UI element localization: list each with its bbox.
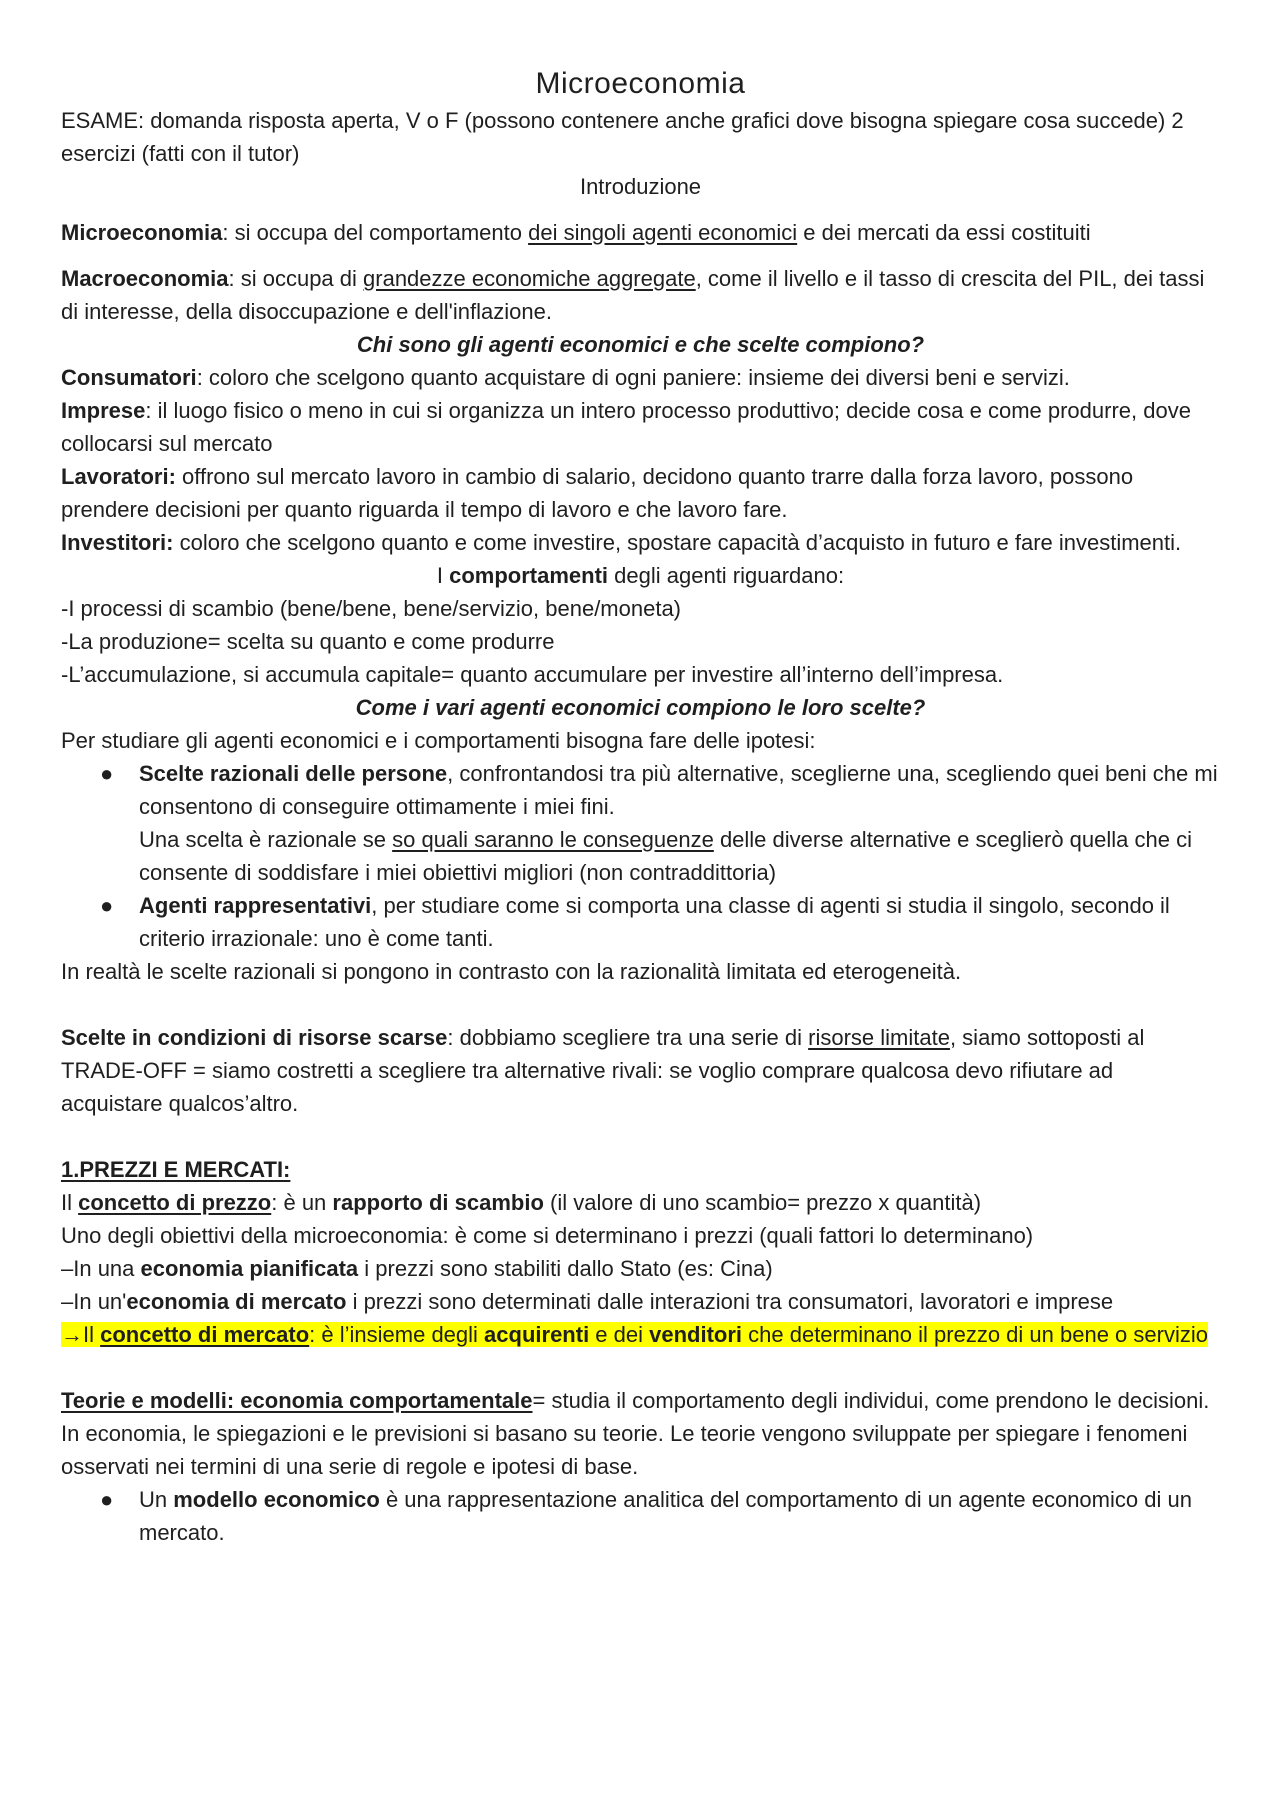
theory-list bbox=[61, 1483, 1220, 1549]
theory-paragraph: In economia, le spiegazioni e le previsioni si basano su teorie. Le teorie vengono sviluppate per spiegare i fenomeni osservati nei termini di una serie di regole e ipotesi di base. bbox=[61, 1421, 1188, 1479]
list-item: ● Agenti rappresentativi, per studiare come si comporta una classe di agenti si studia il singolo, secondo il criterio irrazionale: uno è come tanti. bbox=[139, 889, 1220, 955]
agent-imprese: Imprese: il luogo fisico o meno in cui si organizza un intero processo produttivo; decide cosa e come produrre, dove collocarsi sul mercato bbox=[61, 398, 1191, 456]
reality-note: In realtà le scelte razionali si pongono in contrasto con la razionalità limitata ed eterogeneità. bbox=[61, 959, 962, 984]
agents-heading: Chi sono gli agenti economici e che scelte compiono? bbox=[356, 332, 925, 357]
macro-term: Macroeconomia bbox=[61, 266, 229, 291]
micro-underlined: dei singoli agenti economici bbox=[528, 220, 798, 245]
hypotheses-list bbox=[61, 757, 1220, 955]
micro-term: Microeconomia bbox=[61, 220, 223, 245]
price-concept: Il concetto di prezzo: è un rapporto di scambio (il valore di uno scambio= prezzo x quantità) bbox=[61, 1190, 982, 1215]
page-title: Microeconomia bbox=[535, 67, 746, 100]
market-economy: –In un'economia di mercato i prezzi sono determinati dalle interazioni tra consumatori, lavoratori e imprese bbox=[61, 1289, 1114, 1314]
section1-heading: 1.PREZZI E MERCATI: bbox=[61, 1157, 291, 1182]
behaviour-item: -I processi di scambio (bene/bene, bene/servizio, bene/moneta) bbox=[61, 596, 682, 621]
macro-underlined: grandezze economiche aggregate bbox=[363, 266, 696, 291]
behaviour-item: -L’accumulazione, si accumula capitale= quanto accumulare per investire all’interno dell’impresa. bbox=[61, 662, 1004, 687]
agent-investitori: Investitori: coloro che scelgono quanto e come investire, spostare capacità d’acquisto in futuro e fare investimenti. bbox=[61, 530, 1182, 555]
agent-consumatori: Consumatori: coloro che scelgono quanto acquistare di ogni paniere: insieme dei diversi beni e servizi. bbox=[61, 365, 1070, 390]
scarce-resources: Scelte in condizioni di risorse scarse: dobbiamo scegliere tra una serie di risorse limitate, siamo sottoposti al TRADE-OFF = siamo costretti a scegliere tra alternative rivali: se voglio comprare qualcosa devo rifiutare ad acquistare qualcos’altro. bbox=[61, 1025, 1145, 1116]
theory-heading: Teorie e modelli: economia comportamentale= studia il comportamento degli individui, come prendono le decisioni. bbox=[61, 1388, 1210, 1413]
micro-goal: Uno degli obiettivi della microeconomia: è come si determinano i prezzi (quali fattori lo determinano) bbox=[61, 1223, 1034, 1248]
choices-heading: Come i vari agenti economici compiono le loro scelte? bbox=[355, 695, 926, 720]
bullet-icon: ● bbox=[100, 1487, 114, 1512]
list-item: ● Scelte razionali delle persone, confrontandosi tra più alternative, sceglierne una, scegliendo quei beni che mi consentono di conseguire ottimamente i miei fini. Una scelta è razionale se so quali saranno le conseguenze delle diverse alternative e sceglierò quella che ci consente di soddisfare i miei obiettivi migliori (non contraddittoria) bbox=[139, 757, 1220, 889]
bullet-icon: ● bbox=[100, 761, 114, 786]
micro-definition: Microeconomia: si occupa del comportamento dei singoli agenti economici e dei mercati da essi costituiti bbox=[61, 220, 1091, 245]
exam-note: ESAME: domanda risposta aperta, V o F (possono contenere anche grafici dove bisogna spiegare cosa succede) 2 esercizi (fatti con il tutor) bbox=[61, 108, 1184, 166]
bullet-icon: ● bbox=[100, 893, 114, 918]
planned-economy: –In una economia pianificata i prezzi sono stabiliti dallo Stato (es: Cina) bbox=[61, 1256, 773, 1281]
choices-intro: Per studiare gli agenti economici e i comportamenti bisogna fare delle ipotesi: bbox=[61, 728, 816, 753]
intro-heading: Introduzione bbox=[579, 174, 702, 199]
behaviour-heading: I comportamenti degli agenti riguardano: bbox=[436, 563, 845, 588]
behaviour-item: -La produzione= scelta su quanto e come produrre bbox=[61, 629, 555, 654]
market-concept-highlight: →Il concetto di mercato: è l’insieme degli acquirenti e dei venditori che determinano il prezzo di un bene o servizio bbox=[61, 1322, 1208, 1347]
list-item: ● Un modello economico è una rappresentazione analitica del comportamento di un agente economico di un mercato. bbox=[139, 1483, 1220, 1549]
macro-definition: Macroeconomia: si occupa di grandezze economiche aggregate, come il livello e il tasso di crescita del PIL, dei tassi di interesse, della disoccupazione e dell'inflazione. bbox=[61, 266, 1205, 324]
agent-lavoratori: Lavoratori: offrono sul mercato lavoro in cambio di salario, decidono quanto trarre dalla forza lavoro, possono prendere decisioni per quanto riguarda il tempo di lavoro e che lavoro fare. bbox=[61, 464, 1134, 522]
